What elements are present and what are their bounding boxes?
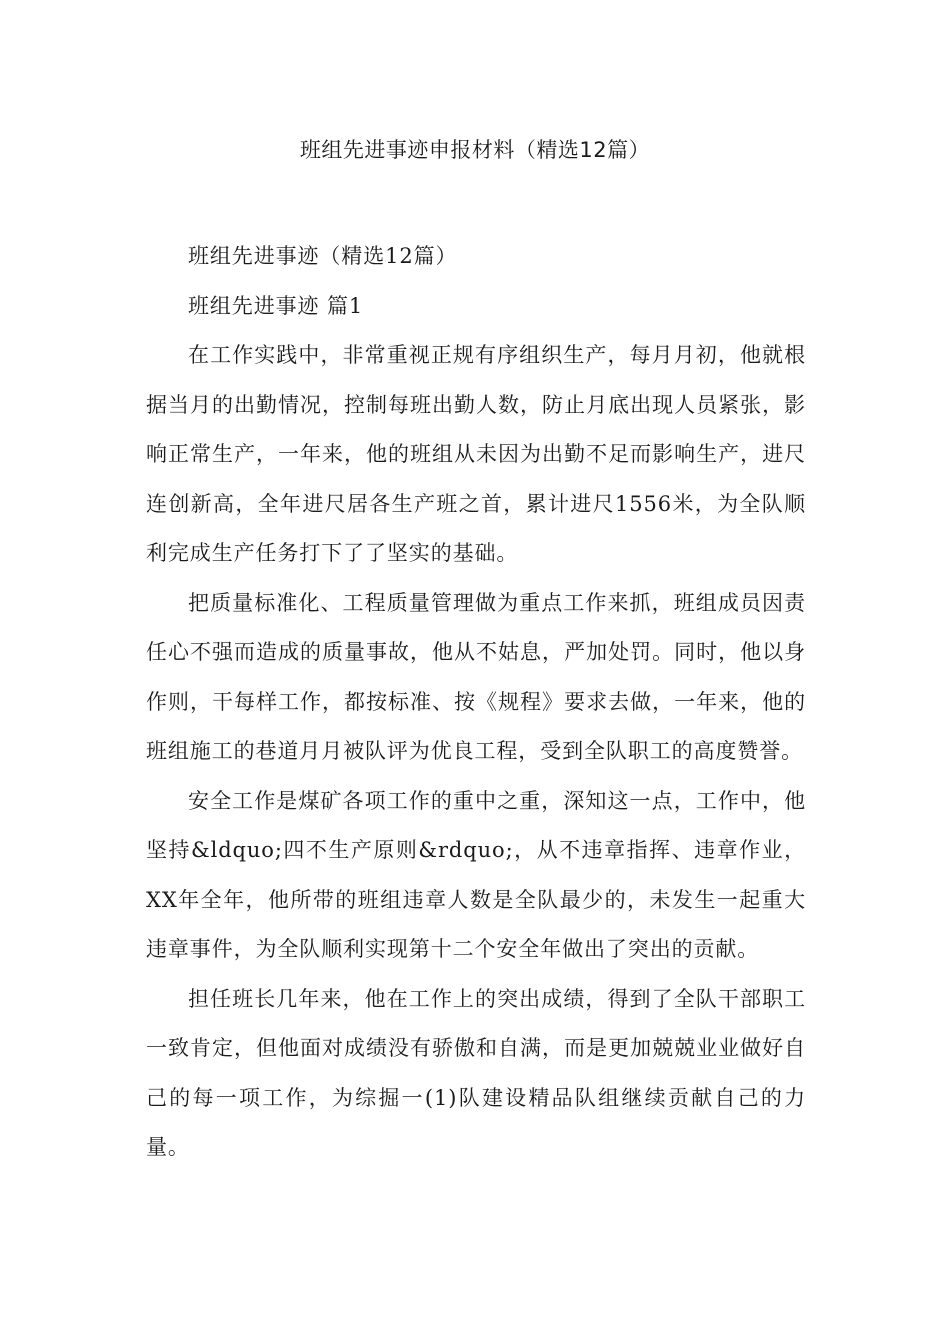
document-title: 班组先进事迹申报材料（精选12篇） (299, 138, 651, 162)
paragraph-section-heading: 班组先进事迹 篇1 (188, 293, 364, 318)
document-body (146, 232, 806, 1173)
paragraph-subtitle: 班组先进事迹（精选12篇） (188, 244, 458, 268)
paragraph: 在工作实践中，非常重视正规有序组织生产，每月月初，他就根据当月的出勤情况，控制每班出勤人数，防止月底出现人员紧张，影响正常生产，一年来，他的班组从未因为出勤不足而影响生产，进尺连创新高，全年进尺居各生产班之首，累计进尺1556米，为全队顺利完成生产任务打下了了坚实的基础。 (146, 343, 806, 565)
paragraph: 把质量标准化、工程质量管理做为重点工作来抓，班组成员因责任心不强而造成的质量事故，他从不姑息，严加处罚。同时，他以身作则，干每样工作，都按标准、按《规程》要求去做，一年来，他的班组施工的巷道月月被队评为优良工程，受到全队职工的高度赞誉。 (146, 590, 806, 763)
paragraph: 担任班长几年来，他在工作上的突出成绩，得到了全队干部职工一致肯定，但他面对成绩没有骄傲和自满，而是更加兢兢业业做好自己的每一项工作，为综掘一(1)队建设精品队组继续贡献自己的力量。 (146, 986, 806, 1159)
paragraph: 安全工作是煤矿各项工作的重中之重，深知这一点，工作中，他坚持&ldquo;四不生产原则&rdquo;，从不违章指挥、违章作业，XX年全年，他所带的班组违章人数是全队最少的，未发生一起重大违章事件，为全队顺利实现第十二个安全年做出了突出的贡献。 (146, 788, 806, 961)
